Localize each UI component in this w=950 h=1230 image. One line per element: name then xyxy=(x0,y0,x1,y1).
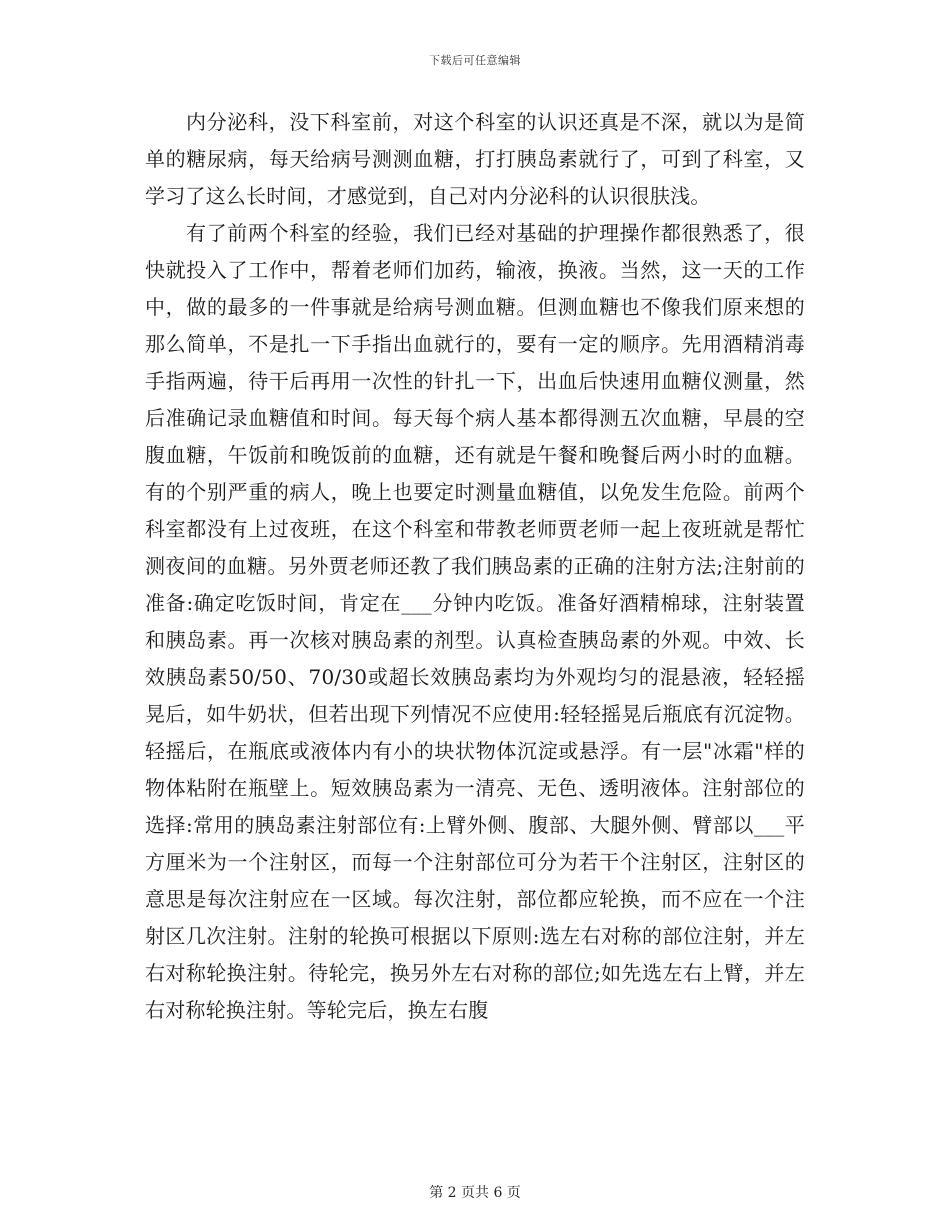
page-header: 下载后可任意编辑 xyxy=(429,54,521,67)
paragraph-1: 内分泌科，没下科室前，对这个科室的认识还真是不深，就以为是简单的糖尿病，每天给病号测测血糖，打打胰岛素就行了，可到了科室，又学习了这么长时间，才感觉到，自己对内分泌科的认识很肤浅。 xyxy=(145,110,805,208)
document-body xyxy=(145,104,805,1029)
paragraph-2: 有了前两个科室的经验，我们已经对基础的护理操作都很熟悉了，很快就投入了工作中，帮着老师们加药，输液，换液。当然，这一天的工作中，做的最多的一件事就是给病号测血糖。但测血糖也不像我们原来想的那么简单，不是扎一下手指出血就行的，要有一定的顺序。先用酒精消毒手指两遍，待干后再用一次性的针扎一下，出血后快速用血糖仪测量，然后准确记录血糖值和时间。每天每个病人基本都得测五次血糖，早晨的空腹血糖，午饭前和晚饭前的血糖，还有就是午餐和晚餐后两小时的血糖。有的个别严重的病人，晚上也要定时测量血糖值，以免发生危险。前两个科室都没有上过夜班，在这个科室和带教老师贾老师一起上夜班就是帮忙测夜间的血糖。另外贾老师还教了我们胰岛素的正确的注射方法;注射前的准备:确定吃饭时间，肯定在___分钟内吃饭。准备好酒精棉球，注射装置和胰岛素。再一次核对胰岛素的剂型。认真检查胰岛素的外观。中效、长效胰岛素50/50、70/30或超长效胰岛素均为外观均匀的混悬液，轻轻摇晃后，如牛奶状，但若出现下列情况不应使用:轻轻摇晃后瓶底有沉淀物。轻摇后，在瓶底或液体内有小的块状物体沉淀或悬浮。有一层"冰霜"样的物体粘附在瓶壁上。短效胰岛素为一清亮、无色、透明液体。注射部位的选择:常用的胰岛素注射部位有:上臂外侧、腹部、大腿外侧、臂部以___平方厘米为一个注射区，而每一个注射部位可分为若干个注射区，注射区的意思是每次注射应在一区域。每次注射，部位都应轮换，而不应在一个注射区几次注射。注射的轮换可根据以下原则:选左右对称的部位注射，并左右对称轮换注射。待轮完，换另外左右对称的部位;如先选左右上臂，并左右对称轮换注射。等轮完后，换左右腹 xyxy=(145,221,805,1022)
page-footer: 第 2 页共 6 页 xyxy=(429,1185,521,1201)
